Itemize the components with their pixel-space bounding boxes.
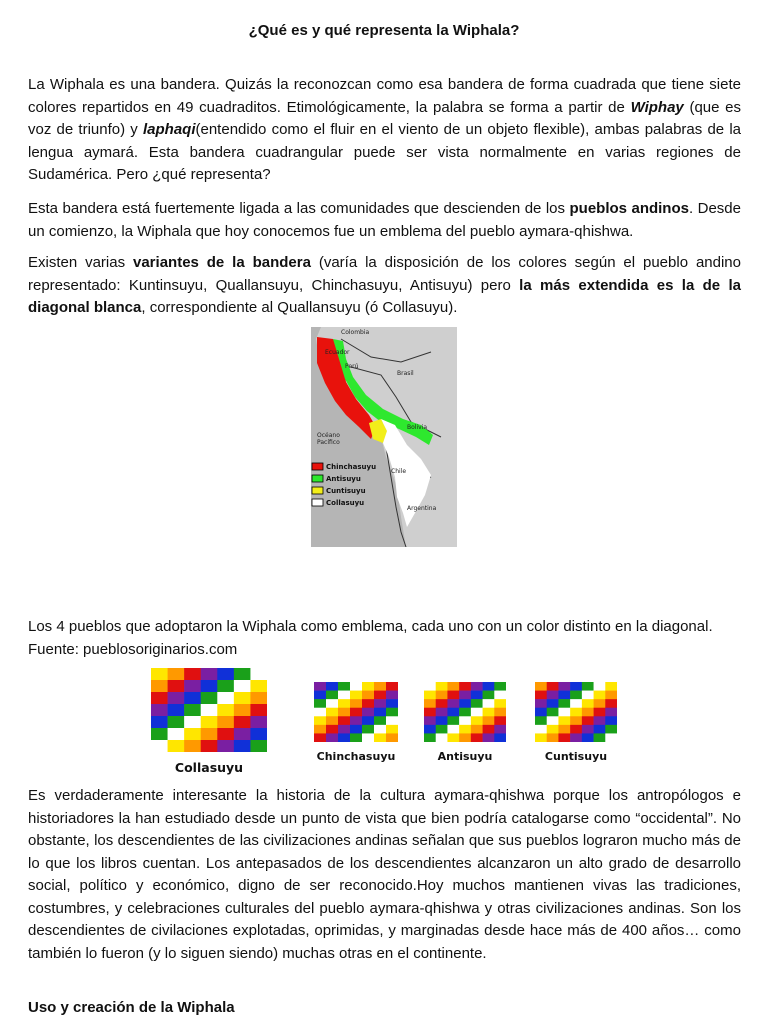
flag-cell <box>494 716 506 725</box>
flag-cell <box>558 691 570 700</box>
legend-swatch-antisuyu <box>312 475 323 482</box>
flag-cell <box>234 716 251 728</box>
flag-cell <box>594 699 606 708</box>
legend-label-collasuyu: Collasuyu <box>326 499 365 507</box>
section-heading-uso: Uso y creación de la Wiphala <box>28 999 235 1016</box>
flag-cell <box>424 691 436 700</box>
flag-cell <box>447 716 459 725</box>
text-run: , correspondiente al Quallansuyu (ó Collasuyu). <box>141 299 458 316</box>
flag-cell <box>570 708 582 717</box>
flag-cell <box>350 725 362 734</box>
flag-cell <box>594 682 606 691</box>
map-label-ocean-1: Océano <box>317 432 340 439</box>
flag-cell <box>234 680 251 692</box>
flag-cell <box>605 691 617 700</box>
flag-cell <box>374 708 386 717</box>
flag-cell <box>362 699 374 708</box>
flag-cell <box>547 682 559 691</box>
flag-cell <box>570 716 582 725</box>
flag-cell <box>582 725 594 734</box>
flag-cell <box>447 682 459 691</box>
paragraph-historia: Es verdaderamente interesante la historia de la cultura aymara-qhishwa porque los antropólogos e historiadores la han estudiado desde un punto de vista que bien podría catalogarse como “occidental”. No obstante, los descendientes de las civilizaciones andinas señalan que sus pueblos lograron mucho más de lo que los libros cuentan. Los antepasados de los descendientes alcanzaron un alto grado de desarrollo social, político y económico, digno de ser reconocido.Hoy muchos mantienen vivas las tradiciones, costumbres, y celebraciones culturales del pueblo aymara-qhishwa y otras civilizaciones andinas. Son los descendientes de civilaciones explotadas, oprimidas, y marginadas desde hace más de 400 años… como también lo fueron (y lo siguen siendo) muchas otras en el continente. <box>28 787 741 962</box>
flag-cell <box>535 725 547 734</box>
flag-grid <box>151 668 267 752</box>
flag-cell <box>338 725 350 734</box>
flag-cell <box>605 708 617 717</box>
flag-cell <box>582 691 594 700</box>
flag-antisuyu <box>424 682 506 747</box>
flag-cell <box>234 728 251 740</box>
flag-cell <box>436 733 448 742</box>
flag-cell <box>459 699 471 708</box>
flag-cell <box>362 708 374 717</box>
flag-cell <box>558 733 570 742</box>
map-label-bolivia: Bolivia <box>407 424 428 431</box>
flag-cell <box>168 680 185 692</box>
flag-cell <box>217 716 234 728</box>
text-run: Existen varias <box>28 254 133 271</box>
flag-cell <box>424 725 436 734</box>
flag-cell <box>547 725 559 734</box>
flag-cell <box>374 699 386 708</box>
flag-cell <box>314 725 326 734</box>
flag-label-cuntisuyu: Cuntisuyu <box>544 750 608 763</box>
flag-cell <box>350 682 362 691</box>
flag-cell <box>326 716 338 725</box>
flag-cell <box>326 708 338 717</box>
text-run: (que es voz de triunfo) y <box>28 98 742 138</box>
flag-cell <box>605 725 617 734</box>
flag-cell <box>168 704 185 716</box>
flag-cell <box>350 699 362 708</box>
flag-cell <box>326 699 338 708</box>
flag-cell <box>314 699 326 708</box>
flag-cuntisuyu <box>535 682 617 747</box>
flag-cell <box>168 716 185 728</box>
flag-cell <box>374 682 386 691</box>
flag-cell <box>570 691 582 700</box>
flag-cell <box>326 725 338 734</box>
flag-cell <box>570 725 582 734</box>
legend-swatch-chinchasuyu <box>312 463 323 470</box>
flag-cell <box>184 716 201 728</box>
flag-cell <box>471 716 483 725</box>
flag-cell <box>424 733 436 742</box>
flag-cell <box>535 708 547 717</box>
flag-grid <box>314 682 398 742</box>
term-variantes: variantes de la bandera <box>133 254 311 271</box>
flag-cell <box>436 708 448 717</box>
map-label-chile: Chile <box>391 468 407 475</box>
flag-cell <box>184 668 201 680</box>
flag-cell <box>250 668 267 680</box>
flag-cell <box>314 716 326 725</box>
flag-cell <box>483 733 495 742</box>
flag-cell <box>217 680 234 692</box>
flag-cell <box>483 725 495 734</box>
flag-cell <box>217 668 234 680</box>
flag-cell <box>338 691 350 700</box>
flag-cell <box>483 699 495 708</box>
legend-label-chinchasuyu: Chinchasuyu <box>326 463 377 471</box>
flag-chinchasuyu <box>314 682 398 747</box>
flag-cell <box>558 716 570 725</box>
flag-cell <box>184 740 201 752</box>
legend-swatch-collasuyu <box>312 499 323 506</box>
flag-cell <box>558 708 570 717</box>
paragraph-pueblos <box>28 198 741 243</box>
flag-cell <box>386 682 398 691</box>
flag-cell <box>250 740 267 752</box>
flag-cell <box>424 682 436 691</box>
flag-cell <box>547 708 559 717</box>
flag-cell <box>168 728 185 740</box>
flag-cell <box>350 708 362 717</box>
legend-label-antisuyu: Antisuyu <box>326 475 361 483</box>
flag-cell <box>459 725 471 734</box>
flag-cell <box>494 733 506 742</box>
flag-cell <box>605 682 617 691</box>
flag-cell <box>471 691 483 700</box>
flag-cell <box>362 733 374 742</box>
flag-cell <box>386 725 398 734</box>
flag-label-collasuyu: Collasuyu <box>174 760 244 775</box>
flag-cell <box>151 680 168 692</box>
flag-cell <box>436 716 448 725</box>
flag-cell <box>570 699 582 708</box>
flag-cell <box>459 716 471 725</box>
flag-cell <box>535 682 547 691</box>
flag-cell <box>338 733 350 742</box>
flag-cell <box>314 691 326 700</box>
flag-cell <box>471 733 483 742</box>
flag-cell <box>234 740 251 752</box>
legend-swatch-cuntisuyu <box>312 487 323 494</box>
flag-cell <box>494 682 506 691</box>
flag-cell <box>386 708 398 717</box>
flag-collasuyu <box>151 668 267 757</box>
flag-cell <box>582 708 594 717</box>
term-diagonal-blanca: la más extendida es la de la diagonal blanca <box>28 276 741 316</box>
flag-cell <box>250 716 267 728</box>
flag-cell <box>250 680 267 692</box>
flag-cell <box>217 740 234 752</box>
flag-cell <box>326 733 338 742</box>
flag-cell <box>362 716 374 725</box>
flag-cell <box>338 699 350 708</box>
flag-cell <box>217 728 234 740</box>
legend-label-cuntisuyu: Cuntisuyu <box>326 487 366 495</box>
flag-cell <box>201 704 218 716</box>
term-wiphay: Wiphay <box>630 98 684 116</box>
flag-cell <box>386 716 398 725</box>
flag-cell <box>459 708 471 717</box>
flag-cell <box>326 691 338 700</box>
flag-cell <box>184 680 201 692</box>
flag-cell <box>483 708 495 717</box>
flag-cell <box>151 716 168 728</box>
paragraph-variantes <box>28 252 741 320</box>
flag-cell <box>547 716 559 725</box>
flag-cell <box>250 728 267 740</box>
flag-cell <box>151 740 168 752</box>
flag-cell <box>374 733 386 742</box>
text-run: . Desde un comienzo, la Wiphala que hoy conocemos fue un emblema del pueblo aymara-qhishwa. <box>28 200 741 240</box>
flag-cell <box>217 692 234 704</box>
flag-cell <box>447 733 459 742</box>
flag-cell <box>362 682 374 691</box>
flag-cell <box>201 740 218 752</box>
flag-cell <box>605 733 617 742</box>
flag-cell <box>168 740 185 752</box>
flag-cell <box>582 682 594 691</box>
flag-cell <box>386 699 398 708</box>
flag-cell <box>350 733 362 742</box>
flag-cell <box>558 725 570 734</box>
flag-cell <box>605 716 617 725</box>
text-run: (varía la disposición de los colores según el pueblo andino representado: Kuntinsuyu, Quallansuyu, Chinchasuyu, Antisuyu) pero <box>28 254 741 294</box>
flag-cell <box>326 682 338 691</box>
flag-cell <box>184 728 201 740</box>
flag-cell <box>605 699 617 708</box>
text-run: (entendido como el fluir en el viento de un objeto flexible), ambas palabras de la lengua aymará. Esta bandera cuadrangular puede ser vista normalmente en varias regiones de Sudamérica. Pero ¿qué representa? <box>28 121 741 183</box>
flag-cell <box>535 691 547 700</box>
flag-cell <box>151 704 168 716</box>
term-laphaqi: laphaqi <box>142 121 196 138</box>
flag-cell <box>168 668 185 680</box>
flag-cell <box>234 704 251 716</box>
flag-cell <box>250 704 267 716</box>
flag-cell <box>151 692 168 704</box>
flag-cell <box>374 725 386 734</box>
flag-cell <box>217 704 234 716</box>
flag-cell <box>201 728 218 740</box>
flag-cell <box>570 733 582 742</box>
flag-cell <box>558 699 570 708</box>
flag-cell <box>436 699 448 708</box>
text-run: La Wiphala es una bandera. Quizás la reconozcan como esa bandera de forma cuadrada que tiene siete colores repartidos en 49 cuadraditos. Etimológicamente, la palabra se forma a partir de <box>28 76 741 116</box>
flag-cell <box>471 708 483 717</box>
flag-cell <box>447 725 459 734</box>
map-label-ocean-2: Pacífico <box>317 439 340 446</box>
flag-cell <box>594 733 606 742</box>
flag-cell <box>338 708 350 717</box>
flag-cell <box>151 668 168 680</box>
flag-cell <box>447 691 459 700</box>
flag-cell <box>547 699 559 708</box>
flag-cell <box>314 708 326 717</box>
flag-cell <box>201 668 218 680</box>
flag-grid <box>535 682 617 742</box>
flag-cell <box>471 725 483 734</box>
flag-cell <box>424 716 436 725</box>
flag-cell <box>471 682 483 691</box>
flag-cell <box>436 682 448 691</box>
term-pueblos-andinos: pueblos andinos <box>569 200 689 217</box>
flag-cell <box>594 716 606 725</box>
flag-cell <box>436 725 448 734</box>
flag-label-chinchasuyu: Chinchasuyu <box>316 750 396 763</box>
paragraph-intro <box>28 74 741 187</box>
flag-cell <box>424 708 436 717</box>
flag-label-antisuyu: Antisuyu <box>437 750 493 763</box>
flag-cell <box>594 725 606 734</box>
flag-cell <box>494 699 506 708</box>
flag-cell <box>447 708 459 717</box>
flag-cell <box>374 716 386 725</box>
flag-cell <box>314 733 326 742</box>
flag-cell <box>558 682 570 691</box>
flag-cell <box>582 733 594 742</box>
figure-caption: Los 4 pueblos que adoptaron la Wiphala como emblema, cada uno con un color distinto en la diagonal. Fuente: pueblosoriginarios.com <box>28 618 713 658</box>
flag-cell <box>314 682 326 691</box>
flag-cell <box>494 691 506 700</box>
flag-cell <box>201 692 218 704</box>
flag-cell <box>594 691 606 700</box>
flag-cell <box>234 692 251 704</box>
map-label-peru: Perú <box>345 363 359 370</box>
flag-cell <box>436 691 448 700</box>
text-run: Esta bandera está fuertemente ligada a las comunidades que descienden de los <box>28 200 570 217</box>
flag-cell <box>535 733 547 742</box>
flag-grid <box>424 682 506 742</box>
flag-cell <box>459 691 471 700</box>
map-label-argentina: Argentina <box>407 505 437 512</box>
page-title: ¿Qué es y qué representa la Wiphala? <box>248 22 520 39</box>
flag-cell <box>350 691 362 700</box>
flag-cell <box>494 708 506 717</box>
flag-cell <box>362 725 374 734</box>
flag-cell <box>535 699 547 708</box>
flag-cell <box>582 699 594 708</box>
flag-cell <box>459 682 471 691</box>
flag-cell <box>547 733 559 742</box>
flag-cell <box>362 691 374 700</box>
flag-cell <box>184 692 201 704</box>
flag-cell <box>168 692 185 704</box>
map-label-ecuador: Ecuador <box>325 349 350 356</box>
flag-cell <box>350 716 362 725</box>
flag-cell <box>386 733 398 742</box>
flag-cell <box>459 733 471 742</box>
suyus-map <box>311 327 457 547</box>
flag-cell <box>594 708 606 717</box>
flag-cell <box>535 716 547 725</box>
flag-cell <box>471 699 483 708</box>
flag-cell <box>338 716 350 725</box>
flag-cell <box>151 728 168 740</box>
flag-cell <box>570 682 582 691</box>
flag-cell <box>483 691 495 700</box>
flag-cell <box>184 704 201 716</box>
flag-cell <box>338 682 350 691</box>
flag-cell <box>483 716 495 725</box>
flag-cell <box>494 725 506 734</box>
flag-cell <box>447 699 459 708</box>
flag-cell <box>234 668 251 680</box>
flag-cell <box>582 716 594 725</box>
flag-cell <box>386 691 398 700</box>
map-label-colombia: Colombia <box>341 329 370 336</box>
flag-cell <box>201 716 218 728</box>
flag-cell <box>547 691 559 700</box>
flag-cell <box>250 692 267 704</box>
flag-cell <box>374 691 386 700</box>
flag-cell <box>201 680 218 692</box>
map-label-brasil: Brasil <box>397 370 414 377</box>
flag-cell <box>424 699 436 708</box>
flag-cell <box>483 682 495 691</box>
